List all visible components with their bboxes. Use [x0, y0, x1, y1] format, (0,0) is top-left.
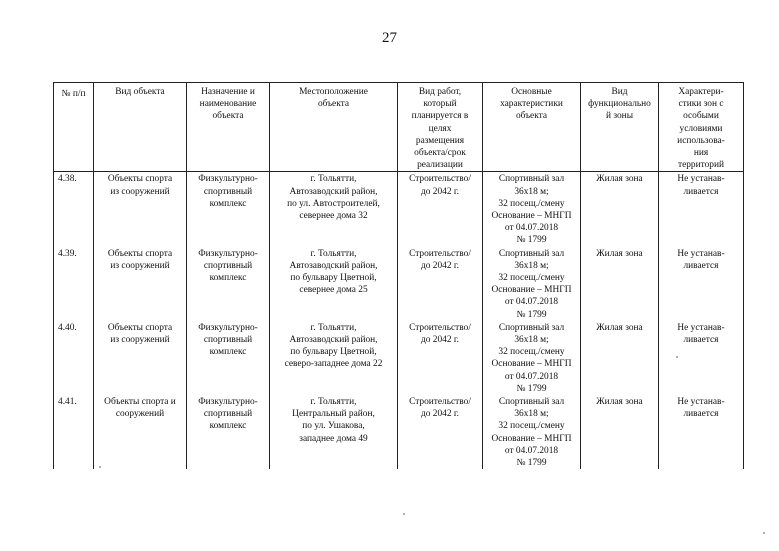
cell-text-line: Центральный район,	[292, 409, 375, 420]
cell-text-line: Строительство/	[409, 248, 471, 259]
cell-text-line: Не устанав-	[677, 322, 725, 333]
cell-text-line: № 1799	[516, 235, 547, 246]
cell-object-type	[94, 395, 187, 469]
cell-text-line: № 1799	[516, 309, 547, 320]
table-row	[54, 247, 744, 321]
header-cell-location	[270, 83, 398, 172]
cell-text-line: Физкультурно-	[198, 397, 258, 408]
header-cell-works	[398, 83, 483, 172]
cell-object-type	[94, 247, 187, 321]
cell-text-line: ния	[693, 148, 709, 159]
cell-text-line: от 04.07.2018	[504, 371, 559, 382]
cell-text-line: от 04.07.2018	[504, 297, 559, 308]
cell-text-line: Объекты спорта	[107, 248, 173, 259]
cell-text-line: объекта	[515, 111, 548, 122]
cell-text-line: г. Тольятти,	[310, 397, 357, 408]
cell-text-line: особыми	[683, 111, 719, 122]
cell-special-zones	[659, 247, 744, 321]
cell-location	[270, 321, 398, 395]
cell-text-line: Не устанав-	[677, 397, 725, 408]
cell-text-line: Назначение и	[201, 87, 255, 97]
cell-text-line: Физкультурно-	[198, 174, 258, 185]
cell-text-line: Спортивный зал	[498, 248, 565, 259]
cell-text-line: 36х18 м;	[514, 186, 549, 197]
cell-text-line: по бульвару Цветной,	[290, 347, 377, 358]
cell-text-line: размещения	[415, 135, 465, 146]
cell-characteristics	[483, 247, 581, 321]
cell-text-line: № п/п	[61, 89, 86, 99]
cell-zone	[581, 172, 659, 247]
cell-characteristics	[483, 321, 581, 395]
cell-text-line: № 1799	[516, 383, 547, 394]
cell-special-zones	[659, 172, 744, 247]
cell-text-line: Автозаводский район,	[289, 260, 378, 271]
cell-text-line: до 2042 г.	[420, 335, 460, 346]
cell-text-line: 32 посещ./смену	[498, 273, 565, 284]
cell-text-line: спортивный	[203, 409, 253, 420]
cell-text-line: № 1799	[516, 458, 547, 469]
cell-text-line: г. Тольятти,	[310, 248, 357, 259]
cell-text-line: 36х18 м;	[514, 260, 549, 271]
cell-text-line: ливается	[683, 186, 719, 197]
cell-text-line: севернее дома 32	[299, 211, 368, 222]
cell-object-type	[94, 321, 187, 395]
cell-text-line: комплекс	[209, 421, 247, 432]
header-cell-object-type	[94, 83, 187, 172]
header-cell-zone	[581, 83, 659, 172]
cell-text-line: Вид объекта	[115, 87, 165, 97]
cell-text-line: Жилая зона	[596, 248, 643, 259]
cell-text-line: до 2042 г.	[420, 409, 460, 420]
cell-location	[270, 395, 398, 469]
cell-text-line: планируется в	[411, 111, 469, 122]
table-header-row	[54, 83, 744, 172]
cell-text-line: Спортивный зал	[498, 397, 565, 408]
cell-works	[398, 321, 483, 395]
cell-number: 4.41.	[54, 395, 94, 469]
cell-text-line: спортивный	[203, 186, 253, 197]
cell-text-line: й зоны	[605, 111, 633, 122]
cell-text-line: г. Тольятти,	[310, 322, 357, 333]
cell-text-line: северо-западнее дома 22	[284, 359, 383, 370]
cell-text-line: использова-	[677, 135, 725, 146]
cell-text-line: Характери-	[678, 87, 724, 97]
cell-text-line: по ул. Ушакова,	[302, 421, 365, 432]
cell-text-line: Основание – МНГП	[491, 211, 572, 222]
cell-text-line: Жилая зона	[596, 322, 643, 333]
cell-text-line: Физкультурно-	[198, 248, 258, 259]
cell-text-line: ливается	[683, 335, 719, 346]
cell-text-line: сооружений	[115, 409, 165, 420]
cell-text-line: из сооружений	[110, 335, 170, 346]
table-row	[54, 395, 744, 469]
cell-text-line: Спортивный зал	[498, 174, 565, 185]
cell-zone	[581, 321, 659, 395]
cell-number: 4.40.	[54, 321, 94, 395]
cell-characteristics	[483, 395, 581, 469]
header-cell-number	[54, 83, 94, 172]
cell-number: 4.39.	[54, 247, 94, 321]
cell-text-line: характеристики	[500, 99, 563, 110]
cell-text-line: функциональнo	[588, 99, 651, 110]
cell-location	[270, 172, 398, 247]
cell-text-line: ливается	[683, 260, 719, 271]
table-row	[54, 321, 744, 395]
cell-special-zones	[659, 321, 744, 395]
cell-text-line: объекта/срок	[414, 148, 466, 159]
cell-text-line: Не устанав-	[677, 174, 725, 185]
planned-objects-table	[53, 82, 744, 469]
cell-zone	[581, 395, 659, 469]
cell-text-line: Спортивный зал	[498, 322, 565, 333]
cell-text-line: территорий	[677, 160, 725, 171]
header-cell-purpose	[187, 83, 270, 172]
cell-text-line: условиями	[679, 123, 723, 134]
cell-purpose	[187, 321, 270, 395]
cell-purpose	[187, 395, 270, 469]
cell-text-line: Не устанав-	[677, 248, 725, 259]
cell-text-line: 32 посещ./смену	[498, 198, 565, 209]
cell-text-line: Автозаводский район,	[289, 335, 378, 346]
cell-text-line: реализации	[417, 160, 463, 171]
cell-text-line: до 2042 г.	[420, 186, 460, 197]
cell-text-line: от 04.07.2018	[504, 223, 559, 234]
cell-text-line: от 04.07.2018	[504, 445, 559, 456]
cell-text-line: Жилая зона	[596, 397, 643, 408]
page-number: 27	[382, 30, 397, 46]
cell-text-line: Объекты спорта	[107, 322, 173, 333]
cell-text-line: Вид работ,	[418, 87, 462, 97]
cell-text-line: Автозаводский район,	[289, 186, 378, 197]
cell-text-line: спортивный	[203, 260, 253, 271]
cell-text-line: целях	[428, 123, 452, 134]
cell-text-line: 36х18 м;	[514, 409, 549, 420]
cell-text-line: г. Тольятти,	[310, 174, 357, 185]
cell-text-line: Основание – МНГП	[491, 285, 572, 296]
cell-text-line: спортивный	[203, 335, 253, 346]
cell-text-line: по ул. Автостроителей,	[287, 198, 380, 209]
cell-characteristics	[483, 172, 581, 247]
cell-text-line: Объекты спорта и	[104, 397, 176, 408]
cell-text-line: севернее дома 25	[299, 285, 368, 296]
cell-text-line: Вид	[611, 87, 628, 97]
cell-object-type	[94, 172, 187, 247]
header-cell-special-zones	[659, 83, 744, 172]
cell-works	[398, 172, 483, 247]
cell-text-line: Основание – МНГП	[491, 433, 572, 444]
cell-purpose	[187, 172, 270, 247]
cell-special-zones	[659, 395, 744, 469]
cell-text-line: комплекс	[209, 273, 247, 284]
cell-text-line: Объекты спорта	[107, 174, 173, 185]
cell-text-line: по бульвару Цветной,	[290, 273, 377, 284]
cell-text-line: Основные	[511, 87, 552, 97]
cell-text-line: Местоположение	[299, 87, 368, 97]
cell-text-line: Физкультурно-	[198, 322, 258, 333]
cell-text-line: из сооружений	[110, 186, 170, 197]
cell-text-line: объекта	[212, 111, 244, 122]
cell-works	[398, 247, 483, 321]
cell-text-line: комплекс	[209, 198, 247, 209]
cell-number: 4.38.	[54, 172, 94, 247]
cell-text-line: 32 посещ./смену	[498, 347, 565, 358]
cell-purpose	[187, 247, 270, 321]
cell-text-line: который	[423, 99, 457, 110]
cell-text-line: 36х18 м;	[514, 335, 549, 346]
cell-text-line: до 2042 г.	[420, 260, 460, 271]
cell-text-line: Строительство/	[409, 397, 471, 408]
cell-text-line: Строительство/	[409, 322, 471, 333]
cell-text-line: ливается	[683, 409, 719, 420]
cell-text-line: наименование	[199, 99, 257, 110]
cell-text-line: Основание – МНГП	[491, 359, 572, 370]
cell-text-line: из сооружений	[110, 260, 170, 271]
table-row	[54, 172, 744, 247]
cell-text-line: комплекс	[209, 347, 247, 358]
cell-text-line: Жилая зона	[596, 174, 643, 185]
cell-text-line: стики зон с	[678, 99, 724, 110]
cell-text-line: объекта	[317, 99, 350, 110]
cell-text-line: Строительство/	[409, 174, 471, 185]
header-cell-characteristics	[483, 83, 581, 172]
cell-works	[398, 395, 483, 469]
cell-text-line: 32 посещ./смену	[498, 421, 565, 432]
cell-text-line: западнее дома 49	[299, 433, 368, 444]
cell-location	[270, 247, 398, 321]
cell-zone	[581, 247, 659, 321]
